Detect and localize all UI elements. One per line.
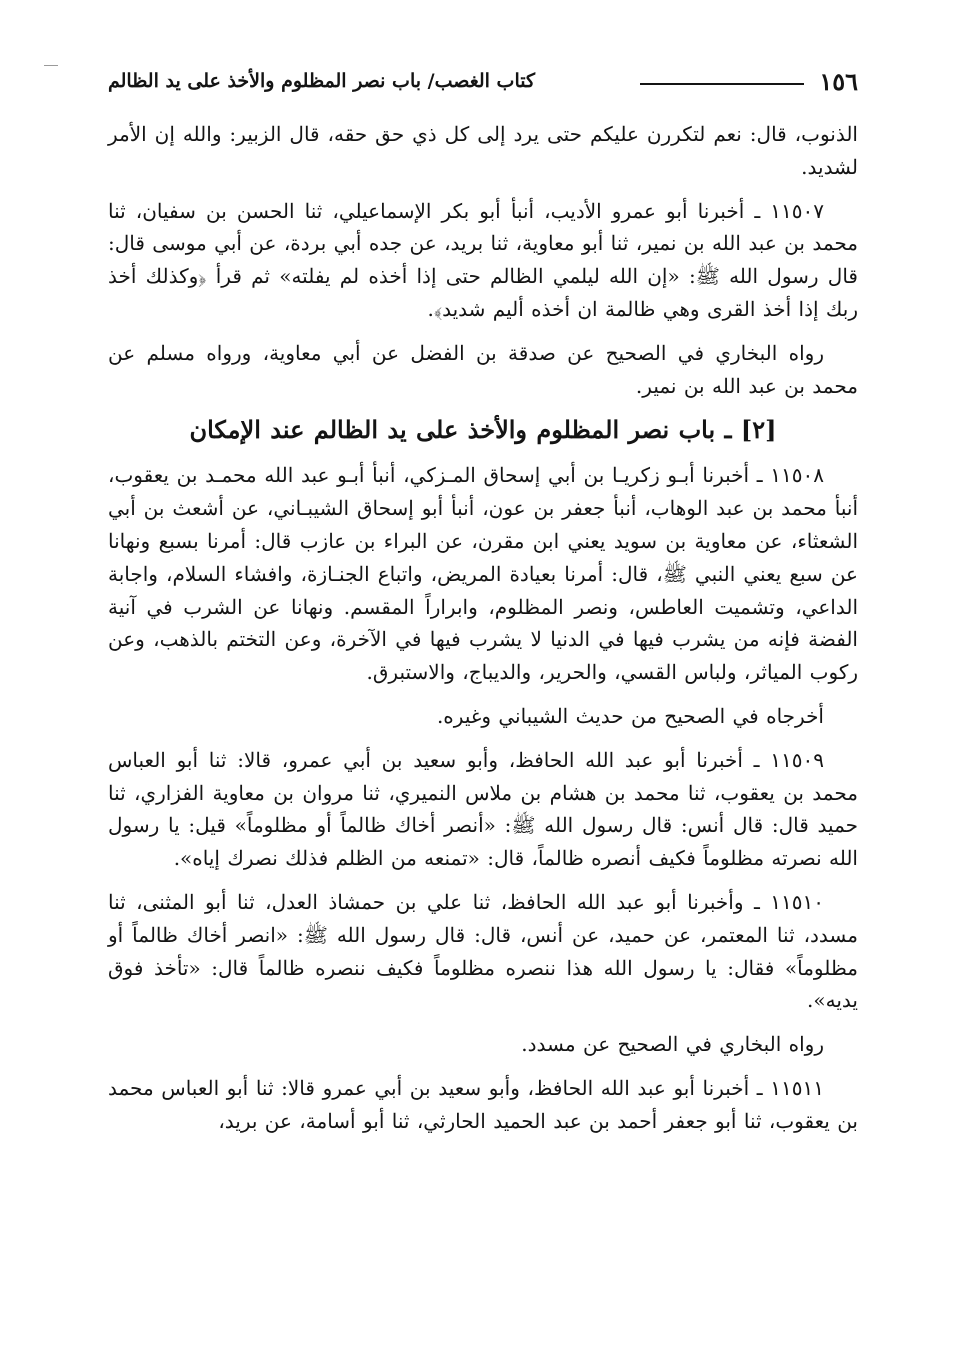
hadith-11510: ١١٥١٠ ـ وأخبرنا أبو عبد الله الحافظ، ثنا علي بن حمشاذ العدل، ثنا أبو المثنى، ثنا مسدد، ثنا المعتمر، عن حميد، عن أنس، قال: قال رسول الله ﷺ: «انصر أخاك ظالماً أو مظلوماً» فقال: يا رسول الله هذا ننصره مظلوماً فكيف ننصره ظالماً قال: «تأخذ فوق يديه». xyxy=(108,889,858,1013)
hadith-11511: ١١٥١١ ـ أخبرنا أبو عبد الله الحافظ، وأبو سعيد بن أبي عمرو قالا: ثنا أبو العباس محمد بن يعقوب، ثنا أبو جعفر أحمد بن عبد الحميد الحارثي، ثنا أبو أسامة، عن بريد، xyxy=(108,1075,858,1133)
hadith-11509: ١١٥٠٩ ـ أخبرنا أبو عبد الله الحافظ، وأبو سعيد بن أبي عمرو، قالا: ثنا أبو العباس محمد بن يعقوب، ثنا محمد بن هشام بن ملاس النميري، ثنا مروان بن معاوية الفزاري، ثنا حميد قال: قال أنس: قال رسول الله ﷺ: «أنصر أخاك ظالماً أو مظلوماً» قيل: يا رسول الله نصرته مظلوماً فكيف أنصره ظالماً، قال: «تمنعه من الظلم فذلك نصرك إياه». xyxy=(108,747,858,871)
page-number: ١٥٦ xyxy=(819,67,858,96)
hadith-note: أخرجاه في الصحيح من حديث الشيباني وغيره. xyxy=(436,703,824,728)
hadith-11508: ١١٥٠٨ ـ أخبرنا أبـو زكريـا بن أبي إسحاق المـزكي، أنبأ أبـو عبد الله محمـد بن يعقوب، أنبأ محمد بن عبد الوهاب، أنبأ جعفر بن عون، أنبأ أبو إسحاق الشيبـاني، عن أشعث بن أبي الشعثاء، عن معاوية بن سويد يعني ابن مقرن، عن البراء بن عازب قال: أمرنا بسبع ونهانا عن سبع يعني النبي ﷺ، قال: أمرنا بعيادة المريض، واتباع الجنـازة، وافشاء السلام، واجابة الداعي، وتشميت العاطس، ونصر المظلوم، وابراراً المقسم. ونهانا عن الشرب في آنية الفضة فإنه من يشرب فيها في الدنيا لا يشرب فيها في الآخرة، وعن التختم بالذهب، وعن ركوب المياثر، ولباس القسي، والحرير، والديباج، والاستبرق. xyxy=(108,463,858,685)
hadith-note: رواه البخاري في الصحيح عن مسدد. xyxy=(521,1032,824,1057)
margin-mark xyxy=(44,65,58,66)
section-heading: [٢] ـ باب نصر المظلوم والأخذ على يد الظالم عند الإمكان xyxy=(189,415,777,445)
page-body xyxy=(108,118,858,1149)
page-header xyxy=(108,66,858,100)
hadith-11507: ١١٥٠٧ ـ أخبرنا أبو عمرو الأديب، أنبأ أبو بكر الإسماعيلي، ثنا الحسن بن سفيان، ثنا محمد بن عبد الله بن نمير، ثنا أبو معاوية، ثنا بريد، عن جده أبي بردة، عن أبي موسى قال: قال رسول الله ﷺ: «إن الله ليلمي الظالم حتى إذا أخذه لم يفلته» ثم قرأ ﴿وكذلك أخذ ربك إذا أخذ القرى وهي ظالمة ان أخذه أليم شديد﴾. xyxy=(108,198,858,321)
paragraph-continuation: الذنوب، قال: نعم لتكررن عليكم حتى يرد إلى كل ذي حق حقه، قال الزبير: والله إن الأمر لشديد. xyxy=(108,122,858,179)
header-rule xyxy=(640,83,804,85)
running-title: كتاب الغصب/ باب نصر المظلوم والأخذ على يد الظالم xyxy=(108,70,536,92)
hadith-note: رواه البخاري في الصحيح عن صدقة بن الفضل عن أبي معاوية، ورواه مسلم عن محمد بن عبد الله بن نمير. xyxy=(108,340,858,398)
